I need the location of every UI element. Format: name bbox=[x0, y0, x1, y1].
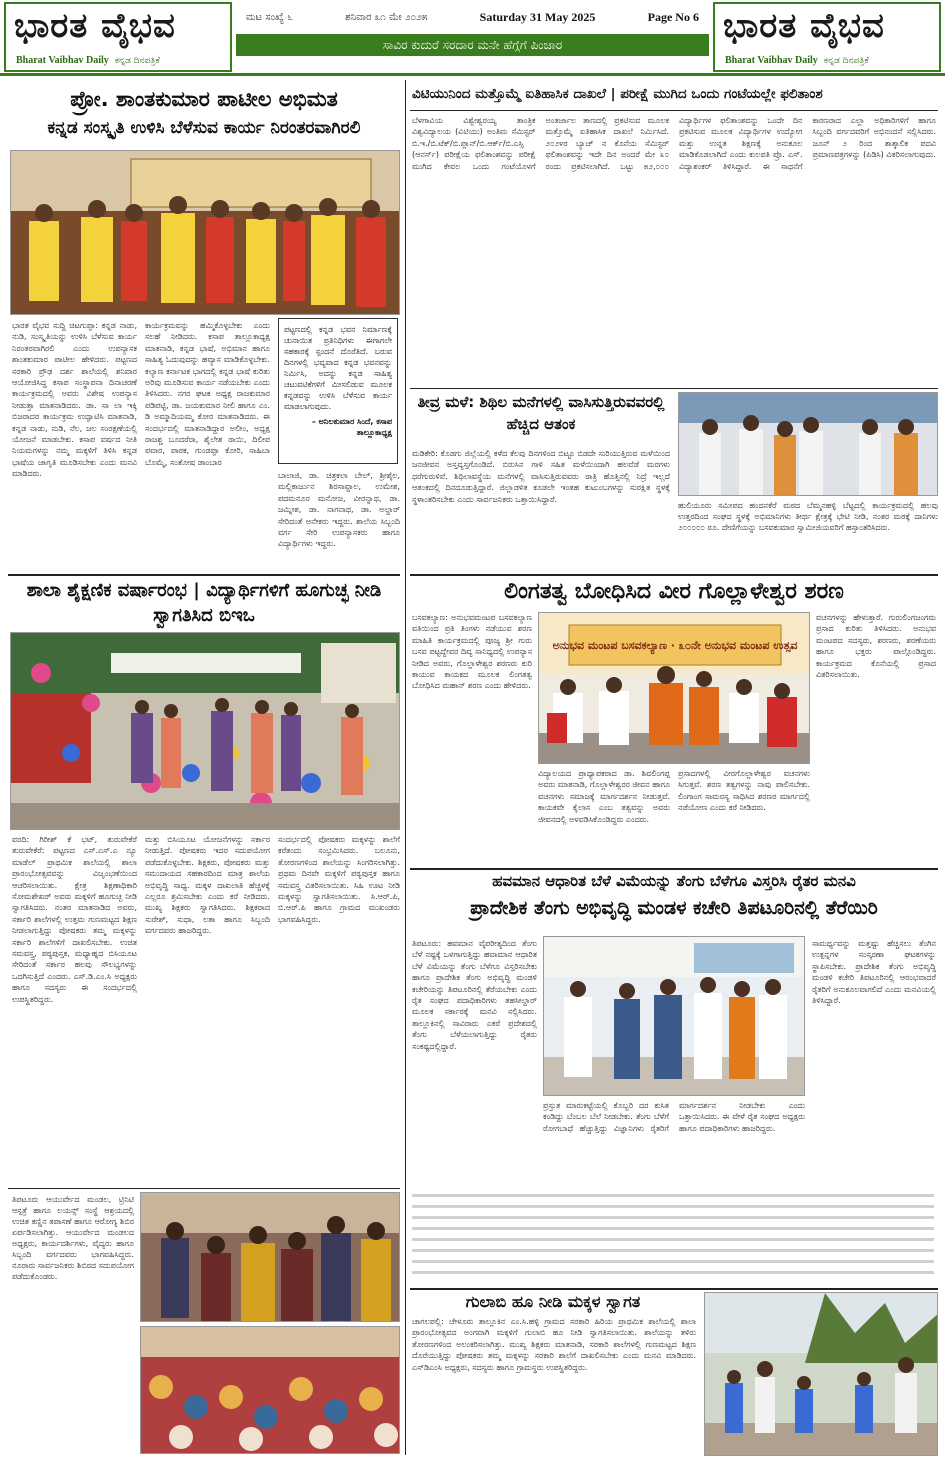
pull-quote-attribution: – ಅನಿಲಕುಮಾರ ಸಿಂದೆ, ಕಸಾಪ ತಾಲ್ಲೂಕಾಧ್ಯಕ್ಷ bbox=[311, 417, 392, 437]
article-headline: ಗುಲಾಬಿ ಹೂ ನೀಡಿ ಮಕ್ಕಳ ಸ್ವಾಗತ bbox=[465, 1292, 641, 1311]
article-body-col4: ಸಾಮರ್ಥ್ಯವನ್ನು ಮತ್ತಷ್ಟು ಹೆಚ್ಚಿಸಲು ತೆಂಗಿನ ಉತ್ಪನ್ನಗಳ ಸಂಸ್ಕರಣಾ ಘಟಕಗಳನ್ನು ಸ್ಥಾಪಿಸಬೇಕು. ಪ್ರಾದೇಶಿಕ ತೆಂಗು ಅಭಿವೃದ್ಧಿ ಮಂಡಳಿ ಕಚೇರಿ ತಿಪಟೂರಿನಲ್ಲಿ ಆರಂಭವಾದರೆ ರೈತರಿಗೆ ಅನುಕೂಲವಾಗಲಿದೆ ಎಂದು ಮನವಿಯಲ್ಲಿ ತಿಳಿಸಿದ್ದಾರೆ. bbox=[812, 939, 936, 1006]
photo-health-camp-1 bbox=[140, 1192, 400, 1322]
article-kicker: ಹವಮಾನ ಆಧಾರಿತ ಬೆಳೆ ವಿಮೆಯನ್ನು ತೆಂಗು ಬೆಳೆಗೂ ವಿಸ್ತರಿಸಿ ರೈತರ ಮನವಿ bbox=[492, 872, 856, 890]
pull-quote-text: ಪಟ್ಟಣದಲ್ಲಿ ಕನ್ನಡ ಭವನ ನಿರ್ಮಾಣಕ್ಕೆ ಚುನಾಯಿತ ಪ್ರತಿನಿಧಿಗಳು ಈಗಾಗಲೇ ಸಹಕಾರಕ್ಕೆ ಸ್ಪಂದನೆ ದೊರೆತಿದೆ. ಬರುವ ದಿನಗಳಲ್ಲಿ ಭವ್ಯವಾದ ಕನ್ನಡ ಭವನವನ್ನು ನಿರ್ಮಿಸಿ, ಅದನ್ನು ಕನ್ನಡ ಸಾಹಿತ್ಯ ಚಟುವಟಿಕೆಗಳಿಗೆ ಮೀಸಲಿಡುವ ಮೂಲಕ ಕನ್ನಡವನ್ನು ಉಳಿಸಿ ಬೆಳೆಸುವ ಕಾರ್ಯ ಮಾಡಲಾಗುವುದು. bbox=[284, 325, 392, 411]
health-camp-caption: ತಿಪಟೂರು ಆಯುರ್ವೇದ ಮಂಡಲ, ಟ್ರಿನಿಟಿ ಆಸ್ಪತ್ರೆ ಹಾಗೂ ಲಯನ್ಸ್ ಸಂಸ್ಥೆ ಆಶ್ರಯದಲ್ಲಿ ಉಚಿತ ಕಣ್ಣಿನ ತಪಾಸಣೆ ಹಾಗೂ ಆರೋಗ್ಯ ಶಿಬಿರ ಏರ್ಪಡಿಸಲಾಗಿತ್ತು. ಆಯುರ್ವೇದ ಮಂಡಲದ ಅಧ್ಯಕ್ಷರು, ಕಾರ್ಯದರ್ಶಿಗಳು, ವೈದ್ಯರು ಹಾಗೂ ಸಿಬ್ಬಂದಿ ವರ್ಗದವರು ಭಾಗವಹಿಸಿದ್ದರು. ನೂರಾರು ಸಾರ್ವಜನಿಕರು ಶಿಬಿರದ ಸದುಪಯೋಗ ಪಡೆದುಕೊಂಡರು. bbox=[12, 1195, 134, 1281]
brand-subtitle: ಕನ್ನಡ ದಿನಪತ್ರಿಕೆ bbox=[823, 56, 869, 66]
article-body-col1: ಬಸವಕಲ್ಯಾಣ: ಅನುಭವಮಂಟಪ ಬಸವಕಲ್ಯಾಣ ವತಿಯಿಂದ ಪ್ರತಿ ತಿಂಗಳು ನಡೆಯುವ ಶರಣ ಮಾಹಿತಿ ಕಾರ್ಯಕ್ರಮದಲ್ಲಿ ಪೂಜ್ಯ ಶ್ರೀ ಗುರು ಬಸವ ಪಟ್ಟದ್ದೇವರ ದಿವ್ಯ ಸಾನಿಧ್ಯದಲ್ಲಿ ಉಪನ್ಯಾಸ ನೀಡಿದ ಅವರು, ಗೊಲ್ಲಾಳೇಶ್ವರ ಶರಣರು ಕುರಿ ಕಾಯುವ ಕಾಯಕದ ಮೂಲಕ ಲಿಂಗತತ್ವ ಬೋಧಿಸಿದ ಮಹಾನ್ ಶರಣ ಎಂದು ಹೇಳಿದರು. bbox=[412, 613, 532, 691]
article-school-reopening bbox=[8, 578, 400, 628]
article-headline: ವಿಟಿಯುನಿಂದ ಮತ್ತೊಮ್ಮೆ ಐತಿಹಾಸಿಕ ದಾಖಲೆ | ಪರೀಕ್ಷೆ ಮುಗಿದ ಒಂದು ಗಂಟೆಯಲ್ಲೇ ಫಲಿತಾಂಶ bbox=[412, 86, 823, 102]
issue-number: ಮಟ ಸಂಖ್ಯೆ ೬ bbox=[246, 11, 293, 23]
article-body-col2: ಕಾರ್ಯಕ್ರಮವನ್ನು ಹಮ್ಮಿಕೊಳ್ಳಬೇಕು ಎಂದು ಸಲಹೆ ನೀಡಿದರು. ಕಸಾಪ ತಾಲ್ಲೂಕಾಧ್ಯಕ್ಷ ಮಾತನಾಡಿ, ಕನ್ನಡ ಭಾಷೆ, ಅಭಿಮಾನ ಹಾಗೂ ಸಾಹಿತ್ಯ ಓದುವುದನ್ನು ಹವ್ಯಾಸ ಮಾಡಿಕೊಳ್ಳಬೇಕು. ಕಲ್ಯಾಣ ಕರ್ನಾಟಕ ಭಾಗದಲ್ಲಿ ಕನ್ನಡ ಭಾಷೆ ಕುರಿತು ಅರಿವು ಮೂಡಿಸುವ ಕಾರ್ಯ ನಡೆಯಬೇಕು ಎಂದು ತಿಳಿಸಿದರು. ನಗರ ಘಟಕ ಅಧ್ಯಕ್ಷ ರಾಜಕುಮಾರ ಪಡಿಪಟ್ಟಿ, ಡಾ. ಜಯಕುಮಾರ ನೀಲಿ ಹಾಗೂ ಎಂ. ಡಿ ಅಮ್ಮಾದಿಯಮ್ಮ ಕೋರ ಮಾತನಾಡಿದರು. ಈ ಸಂದರ್ಭದಲ್ಲಿ ಮಾತನಾಡಿದ್ದಾರ ಅಲೀಂ, ಅಧ್ಯಕ್ಷ ರಾಜಶ್ಚ ಬೂದರೆರಾ, ಶೈಲೇಶ ರಾಯಿ, ದಿಲೀಪ ಪವಾರ, ಪಾಠಕ, ಗುಂಡಪ್ಪಾ ಕೋರಿ, ಸಾಹಿಬಾ ಬೊಮ್ಮೆ, ಸಂತೋಷ ಡಾಂಬಾರ bbox=[145, 321, 270, 467]
article-body: ಬೆಳಗಾವಿಯ ವಿಶ್ವೇಶ್ವರಯ್ಯ ತಾಂತ್ರಿಕ ವಿಶ್ವವಿದ್ಯಾಲಯ (ವಿಟಿಯು) ಅಂತಿಮ ಸೆಮಿಸ್ಟರ್ ಬಿ.ಇ./ಬಿ.ಟೆಕ್/ಬಿ.ಪ್ಲಾನ್/ಬಿ.ಆರ್ಕ್/ಬಿ.ಎಸ್ಸಿ (ಆನರ್ಸ್) ಪರೀಕ್ಷೆಯ ಫಲಿತಾಂಶವನ್ನು ಪರೀಕ್ಷೆ ಮುಗಿದ ಕೇವಲ ಒಂದು ಗಂಟೆಯೊಳಗೆ ಅಂತರ್ಜಾಲ ತಾಣದಲ್ಲಿ ಪ್ರಕಟಿಸುವ ಮೂಲಕ ಮತ್ತೊಮ್ಮೆ ಐತಿಹಾಸಿಕ ದಾಖಲೆ ನಿರ್ಮಿಸಿದೆ. ೨೦೨೪ರ ಬ್ಯಾಚ್ ನ ಕೊನೆಯ ಸೆಮಿಸ್ಟರ್ ಫಲಿತಾಂಶವನ್ನು ಇದೇ ದಿನ ಅಂದರೆ ಮೇ ೩೦ ರಂದು ಪ್ರಕಟಿಸಲಾಗಿದೆ. ಒಟ್ಟು ೫೨,೦೦೦ ವಿದ್ಯಾರ್ಥಿಗಳ ಫಲಿತಾಂಶವನ್ನು ಒಂದೇ ದಿನ ಪ್ರಕಟಿಸುವ ಮೂಲಕ ವಿದ್ಯಾರ್ಥಿಗಳ ಉದ್ಯೋಗ ಮತ್ತು ಉನ್ನತ ಶಿಕ್ಷಣಕ್ಕೆ ಅನುಕೂಲ ಮಾಡಿಕೊಡಲಾಗಿದೆ ಎಂದು ಕುಲಪತಿ ಪ್ರೊ. ಎಸ್. ವಿದ್ಯಾಶಂಕರ್ ತಿಳಿಸಿದ್ದಾರೆ. ಈ ಸಾಧನೆಗೆ ಕಾರಣರಾದ ಎಲ್ಲಾ ಅಧಿಕಾರಿಗಳಿಗೆ ಹಾಗೂ ಸಿಬ್ಬಂದಿ ವರ್ಗದವರಿಗೆ ಅಭಿನಂದನೆ ಸಲ್ಲಿಸಿದರು. ಜೂನ್ ೨ ರಿಂದ ತಾತ್ಕಾಲಿಕ ಪದವಿ ಪ್ರಮಾಣಪತ್ರಗಳನ್ನು (ಪಿಡಿಸಿ) ವಿತರಿಸಲಾಗುವುದು. bbox=[412, 116, 936, 171]
article-body-col3: ಬಾಲಾಜಿ, ಡಾ. ಚಿತ್ರಕಲಾ ಬೇಲ್, ಶ್ರೀಶೈಲ, ಮಲ್ಲಿಕಾರ್ಜುನ ಶಿರಸಾವ್ದಾಲ, ಉಮೇಶ, ಪದಮನೂರ ಮನೋಜ, ವೀರನ್ನಾಥ, ಡಾ. ಜಮ್ನೀಶ, ಡಾ. ನಾಗನಾಥ, ಡಾ. ಅಲ್ದಾರ್ ಸೇರಿದಂತೆ ಅನೇಕರು ಇದ್ದರು. ಶಾಲೆಯ ಸಿಬ್ಬಂದಿ ವರ್ಗ ಸೇರಿ ಉಪನ್ಯಾಸಕರು ಹಾಗೂ ವಿದ್ಯಾರ್ಥಿಗಳು ಇದ್ದರು. bbox=[278, 471, 400, 549]
photo-health-camp-2 bbox=[140, 1326, 400, 1454]
article-vtu-results bbox=[410, 82, 938, 107]
article-body-col2: ವಿದ್ಯಾಲಯದ ಪ್ರಾಧ್ಯಾಪಕರಾದ ಡಾ. ಶಿವಲಿಂಗಪ್ಪ ಅವರು ಮಾತನಾಡಿ, ಗೊಲ್ಲಾಳೇಶ್ವರರ ಜೀವನ ಹಾಗೂ ವಚನಗಳು ಸಮಾಜಕ್ಕೆ ಮಾರ್ಗದರ್ಶನ ನೀಡುತ್ತವೆ. ಕಾಯಕವೇ ಕೈಲಾಸ ಎಂಬ ತತ್ವವನ್ನು ಅವರು ಜೀವನದಲ್ಲಿ ಅಳವಡಿಸಿಕೊಂಡಿದ್ದರು ಎಂದರು. bbox=[538, 769, 670, 824]
article-body: ಮಡಿಕೇರಿ: ಕೊಡಗು ಜಿಲ್ಲೆಯಲ್ಲಿ ಕಳೆದ ಕೆಲವು ದಿನಗಳಿಂದ ಬಿಟ್ಟೂ ಬಿಡದೇ ಸುರಿಯುತ್ತಿರುವ ಮಳೆಯಿಂದ ಜನಜೀವನ ಅಸ್ತವ್ಯಸ್ತಗೊಂಡಿದೆ. ಬಿರುಸಿನ ಗಾಳಿ ಸಹಿತ ಮಳೆಯಿಂದಾಗಿ ಹಲವೆಡೆ ಮರಗಳು ಧರೆಗುರುಳಿವೆ. ಶಿಥಿಲಾವಸ್ಥೆಯ ಮನೆಗಳಲ್ಲಿ ವಾಸಿಸುತ್ತಿರುವವರು ರಾತ್ರಿ ಹೊತ್ತಿನಲ್ಲಿ ನಿದ್ರೆ ಇಲ್ಲದೆ ಆತಂಕದಲ್ಲಿ ದಿನದೂಡುತ್ತಿದ್ದಾರೆ. ಜಿಲ್ಲಾಡಳಿತ ಕೂಡಲೇ ಇಂತಹ ಕುಟುಂಬಗಳನ್ನು ಸುರಕ್ಷಿತ ಸ್ಥಳಕ್ಕೆ ಸ್ಥಳಾಂತರಿಸಬೇಕು ಎಂದು ಸಾರ್ವಜನಿಕರು ಒತ್ತಾಯಿಸಿದ್ದಾರೆ. bbox=[412, 449, 670, 504]
section-divider bbox=[410, 1288, 938, 1290]
article-body-col3: ಪ್ರಸಾದಗಳಲ್ಲಿ ವೀರಗೊಲ್ಲಾಳೇಶ್ವರ ವಚನಗಳು ಸಿಗುತ್ತವೆ. ಶರಣ ತತ್ವಗಳನ್ನು ನಾವು ಪಾಲಿಸಬೇಕು. ಲಿಂಗಾಂಗ ಸಾಮರಸ್ಯ ಸಾಧಿಸಿದ ಶರಣರ ಮಾರ್ಗದಲ್ಲಿ ನಡೆಯೋಣ ಎಂದು ಕರೆ ನೀಡಿದರು. bbox=[678, 769, 810, 813]
section-divider bbox=[410, 388, 938, 389]
pull-quote bbox=[278, 318, 398, 464]
photo-donation bbox=[678, 392, 938, 496]
brand-subtitle: ಕನ್ನಡ ದಿನಪತ್ರಿಕೆ bbox=[114, 56, 160, 66]
photo-kasapa-event bbox=[10, 150, 400, 315]
section-divider bbox=[410, 574, 938, 576]
donation-caption: ಹುಲಿಯೂರು ಸಮೀಪದ ಹಂದನಕೆರೆ ಮಠದ ಬೆಮ್ಮನಹಳ್ಳಿ ಬೆಟ್ಟದಲ್ಲಿ ಕಾರ್ಯಕ್ರಮದಲ್ಲಿ ಹಲವು ಉತ್ತರದಿಂದ ಸಂಘದ ಸ್ಥಳಕ್ಕೆ ಅಭಿಮಾನಿಗಳು ತೀರ್ಥ ಕ್ಷೇತ್ರಕ್ಕೆ ಭೇಟಿ ನೀಡಿ, ನಂತರ ಮಠಕ್ಕೆ ದಾನಿಗಳು ೨೦೦೦೦೦ ರೂ. ದೇಣಿಗೆಯನ್ನು ಬಸವಕುಮಾರ ಸ್ವಾಮೀಜಿಯವರಿಗೆ ಹಸ್ತಾಂತರಿಸಿದರು. bbox=[678, 501, 938, 532]
brand-logo-right bbox=[713, 2, 941, 72]
donation-photo-illustration bbox=[679, 393, 938, 496]
article-body-col1: ವರದಿ: ಗಿರೀಶ್ ಕೆ ಭಟ್, ತುರುವೇಕೆರೆ ತುರುವೇಕೆರೆ: ಪಟ್ಟಣದ ಎಸ್.ಎಸ್.ಎ ನ್ಯೂ ಮಾಡೆಲ್ ಪ್ರಾಥಮಿಕ ಶಾಲೆಯಲ್ಲಿ ಶಾಲಾ ಪ್ರಾರಂಭೋತ್ಸವವನ್ನು ವಿಜೃಂಭಣೆಯಿಂದ ಆಚರಿಸಲಾಯಿತು. ಕ್ಷೇತ್ರ ಶಿಕ್ಷಣಾಧಿಕಾರಿ ಸೋಮಶೇಖರ್ ಅವರು ಮಕ್ಕಳಿಗೆ ಹೂಗುಚ್ಛ ನೀಡಿ ಸ್ವಾಗತಿಸಿದರು. ನಂತರ ಮಾತನಾಡಿದ ಅವರು, ಸರ್ಕಾರಿ ಶಾಲೆಗಳಲ್ಲಿ ಉತ್ತಮ ಗುಣಮಟ್ಟದ ಶಿಕ್ಷಣ ನೀಡಲಾಗುತ್ತಿದ್ದು ಪೋಷಕರು ತಮ್ಮ ಮಕ್ಕಳನ್ನು ಸರ್ಕಾರಿ ಶಾಲೆಗಳಿಗೆ ದಾಖಲಿಸಬೇಕು. ಉಚಿತ ಸಮವಸ್ತ್ರ, ಪಠ್ಯಪುಸ್ತಕ, ಮಧ್ಯಾಹ್ನದ ಬಿಸಿಯೂಟ ಸೇರಿದಂತೆ ಸರ್ಕಾರ ಹಲವು ಸೌಲಭ್ಯಗಳನ್ನು ಒದಗಿಸುತ್ತಿದೆ ಎಂದರು. ಎಸ್.ಡಿ.ಎಂ.ಸಿ ಅಧ್ಯಕ್ಷರು ಹಾಗೂ ಸದಸ್ಯರು ಈ ಸಂದರ್ಭದಲ್ಲಿ ಉಪಸ್ಥಿತರಿದ್ದರು. bbox=[12, 835, 137, 1004]
article-body-col1: ತಿಪಟೂರು: ಹವಮಾನ ವೈಪರೀತ್ಯದಿಂದ ತೆಂಗು ಬೆಳೆ ನಷ್ಟಕ್ಕೆ ಒಳಗಾಗುತ್ತಿದ್ದು ಹವಾಮಾನ ಆಧಾರಿತ ಬೆಳೆ ವಿಮೆಯನ್ನು ತೆಂಗು ಬೆಳೆಗೂ ವಿಸ್ತರಿಸಬೇಕು ಹಾಗೂ ಪ್ರಾದೇಶಿಕ ತೆಂಗು ಅಭಿವೃದ್ಧಿ ಮಂಡಳಿ ಕಚೇರಿಯನ್ನು ತಿಪಟೂರಿನಲ್ಲಿ ತೆರೆಯಬೇಕು ಎಂದು ರೈತ ಸಂಘದ ಪದಾಧಿಕಾರಿಗಳು ತಹಸೀಲ್ದಾರ್ ಮೂಲಕ ಸರ್ಕಾರಕ್ಕೆ ಮನವಿ ಸಲ್ಲಿಸಿದರು. ತಾಲ್ಲೂಕಿನಲ್ಲಿ ಸಾವಿರಾರು ಎಕರೆ ಪ್ರದೇಶದಲ್ಲಿ ತೆಂಗು ಬೆಳೆಯಲಾಗುತ್ತಿದ್ದು ರೈತರು ಸಂಕಷ್ಟದಲ್ಲಿದ್ದಾರೆ. bbox=[412, 939, 537, 1051]
article-kicker: ಪ್ರೋ. ಶಾಂತಕುಮಾರ ಪಾಟೀಲ ಅಭಿಮತ bbox=[70, 87, 338, 111]
article-headline: ಲಿಂಗತತ್ವ ಬೋಧಿಸಿದ ವೀರ ಗೊಲ್ಲಾಳೇಶ್ವರ ಶರಣ bbox=[504, 579, 844, 604]
article-headline: ಪ್ರಾದೇಶಿಕ ತೆಂಗು ಅಭಿವೃದ್ಧಿ ಮಂಡಳ ಕಚೇರಿ ತಿಪಟೂರಿನಲ್ಲಿ ತೆರೆಯಿರಿ bbox=[470, 896, 878, 919]
column-divider bbox=[405, 80, 406, 1455]
article-body-col2: ಪ್ರಸ್ತುತ ಮಾರುಕಟ್ಟೆಯಲ್ಲಿ ಕೊಬ್ಬರಿ ದರ ಕುಸಿತ ಕಂಡಿದ್ದು ಬೆಂಬಲ ಬೆಲೆ ನೀಡಬೇಕು. ತೆಂಗು ಬೆಳೆಗೆ ರೋಗಬಾಧೆ ಹೆಚ್ಚುತ್ತಿದ್ದು ವಿಜ್ಞಾನಿಗಳು ರೈತರಿಗೆ ಮಾರ್ಗದರ್ಶನ ನೀಡಬೇಕು ಎಂದು ಒತ್ತಾಯಿಸಿದರು. ಈ ವೇಳೆ ರೈತ ಸಂಘದ ಅಧ್ಯಕ್ಷರು ಹಾಗೂ ಪದಾಧಿಕಾರಿಗಳು ಹಾಜರಿದ್ದರು. bbox=[543, 1101, 805, 1133]
article-headline: ಶಾಲಾ ಶೈಕ್ಷಣಿಕ ವರ್ಷಾರಂಭ | ವಿದ್ಯಾರ್ಥಿಗಳಿಗೆ ಹೂಗುಚ್ಛ ನೀಡಿ ಸ್ವಾಗತಿಸಿದ ಬಿಇಒ bbox=[26, 580, 382, 627]
tagline-banner: ಸಾವಿರ ಕುದುರೆ ಸರದಾರ ಮನೇ ಹೆಗ್ಗೆಗೆ ಪಿಂಜಾರ bbox=[236, 34, 709, 56]
dateline bbox=[236, 4, 709, 30]
school-photo-illustration bbox=[11, 633, 400, 830]
event-photo-illustration bbox=[11, 151, 400, 315]
brand-name-english: Bharat Vaibhav Daily bbox=[725, 55, 818, 66]
article-body-col2: ಮತ್ತು ಬಿಸಿಯೂಟ ಯೋಜನೆಗಳನ್ನು ಸರ್ಕಾರ ನೀಡುತ್ತಿದೆ. ಪೋಷಕರು ಇದರ ಸದುಪಯೋಗ ಪಡೆದುಕೊಳ್ಳಬೇಕು. ಶಿಕ್ಷಕರು, ಪೋಷಕರು ಮತ್ತು ಸಮುದಾಯದ ಸಹಕಾರದಿಂದ ಮಾತ್ರ ಶಾಲೆಯ ಅಭಿವೃದ್ಧಿ ಸಾಧ್ಯ. ಮಕ್ಕಳ ದಾಖಲಾತಿ ಹೆಚ್ಚಳಕ್ಕೆ ಎಲ್ಲರೂ ಶ್ರಮಿಸಬೇಕು ಎಂದು ಕರೆ ನೀಡಿದರು. ಮುಖ್ಯ ಶಿಕ್ಷಕರು ಸ್ವಾಗತಿಸಿದರು. ಶಿಕ್ಷಕರಾದ ಸುರೇಶ್, ಸುಧಾ, ಲತಾ ಹಾಗೂ ಸಿಬ್ಬಂದಿ ವರ್ಗದವರು ಹಾಜರಿದ್ದರು. bbox=[145, 835, 270, 936]
brand-logo-left bbox=[4, 2, 232, 72]
page-number: Page No 6 bbox=[647, 9, 699, 24]
text-continuation bbox=[412, 1194, 934, 1284]
article-kannada-culture bbox=[8, 82, 400, 140]
photo-school-welcome bbox=[10, 632, 400, 830]
headline-underline bbox=[410, 110, 938, 111]
school-gate-photo-illustration bbox=[705, 1293, 938, 1456]
article-rose-welcome bbox=[410, 1292, 696, 1312]
date-english: Saturday 31 May 2025 bbox=[479, 9, 596, 24]
stage-banner-text: ಅನುಭವ ಮಂಟಪ ಬಸವಕಲ್ಯಾಣ · ೩೦ನೇ ಅನುಭವ ಮಂಟಪ ಉತ್ಸವ bbox=[552, 639, 798, 652]
photo-memorandum bbox=[543, 936, 805, 1096]
article-body: ಚಾಗಲಪಲ್ಲಿ: ಚೇಳೂರು ತಾಲ್ಲೂಕಿನ ಎಂ.ಸಿ.ಹಳ್ಳಿ ಗ್ರಾಮದ ಸರಕಾರಿ ಹಿರಿಯ ಪ್ರಾಥಮಿಕ ಶಾಲೆಯಲ್ಲಿ ಶಾಲಾ ಪ್ರಾರಂಭೋತ್ಸವದ ಅಂಗವಾಗಿ ಮಕ್ಕಳಿಗೆ ಗುಲಾಬಿ ಹೂ ನೀಡಿ ಸ್ವಾಗತಿಸಲಾಯಿತು. ಶಾಲೆಯನ್ನು ತಳಿರು ತೋರಣಗಳಿಂದ ಅಲಂಕರಿಸಲಾಗಿತ್ತು. ಮುಖ್ಯ ಶಿಕ್ಷಕರು ಮಾತನಾಡಿ, ಸರಕಾರಿ ಶಾಲೆಗಳಲ್ಲಿ ಗುಣಮಟ್ಟದ ಶಿಕ್ಷಣ ದೊರೆಯುತ್ತಿದ್ದು ಪೋಷಕರು ತಮ್ಮ ಮಕ್ಕಳನ್ನು ಸರಕಾರಿ ಶಾಲೆಗೆ ದಾಖಲಿಸಬೇಕು ಎಂದು ಮನವಿ ಮಾಡಿದರು. ಎಸ್‌ಡಿಎಂಸಿ ಅಧ್ಯಕ್ಷರು, ಸದಸ್ಯರು ಹಾಗೂ ಗ್ರಾಮಸ್ಥರು ಉಪಸ್ಥಿತರಿದ್ದರು. bbox=[412, 1317, 696, 1372]
photo-rose-welcome bbox=[704, 1292, 938, 1456]
date-kannada: ಶನಿವಾರ ೩೧ ಮೇ ೨೦೨೫ bbox=[345, 11, 428, 23]
article-coconut-board bbox=[410, 872, 938, 921]
article-gollaleshwara bbox=[410, 578, 938, 606]
health-camp-photo-illustration bbox=[141, 1193, 400, 1322]
brand-name: ಭಾರತ ವೈಭವ bbox=[14, 6, 176, 46]
brand-name-english: Bharat Vaibhav Daily bbox=[16, 55, 109, 66]
article-body-col3: ಸಂದರ್ಭದಲ್ಲಿ ಪೋಷಕರು ಮಕ್ಕಳನ್ನು ಶಾಲೆಗೆ ಕರೆತಂದು ಸಂಭ್ರಮಿಸಿದರು. ಬಲೂನು, ತೋರಣಗಳಿಂದ ಶಾಲೆಯನ್ನು ಸಿಂಗರಿಸಲಾಗಿತ್ತು. ಪ್ರಥಮ ದಿನವೇ ಮಕ್ಕಳಿಗೆ ಪಠ್ಯಪುಸ್ತಕ ಹಾಗೂ ಸಮವಸ್ತ್ರ ವಿತರಿಸಲಾಯಿತು. ಸಿಹಿ ಊಟ ನೀಡಿ ಮಕ್ಕಳನ್ನು ಸ್ವಾಗತಿಸಲಾಯಿತು. ಸಿ.ಆರ್.ಪಿ, ಬಿ.ಆರ್.ಪಿ ಹಾಗೂ ಗ್ರಾಮದ ಮುಖಂಡರು ಭಾಗವಹಿಸಿದ್ದರು. bbox=[278, 835, 400, 924]
section-divider bbox=[8, 1188, 400, 1189]
section-divider bbox=[410, 868, 938, 870]
section-divider bbox=[8, 574, 400, 576]
stage-photo-illustration bbox=[539, 613, 810, 764]
crowd-photo-illustration bbox=[141, 1327, 400, 1454]
article-heavy-rain bbox=[410, 392, 672, 436]
article-body-col1: ಭಾರತ ವೈಭವ ಸುದ್ದಿ ಚಿಟಗುಪ್ಪಾ: ಕನ್ನಡ ನಾಡು, ನುಡಿ, ಸಂಸ್ಕೃತಿಯನ್ನು ಉಳಿಸಿ ಬೆಳೆಸುವ ಕಾರ್ಯ ನಿರಂತರವಾಗಿರಲಿ ಎಂದು ಉಪನ್ಯಾಸಕ ಶಾಂತಕುಮಾರ ಪಾಟೀಲ ಹೇಳಿದರು. ಪಟ್ಟಣದ ಸರಕಾರಿ ಪ್ರೌಢ ದರ್ಶ ಶಾಲೆಯಲ್ಲಿ ಶನಿವಾರ ಆಯೋಜಿಸಿದ್ದ ಕಸಾಪ ಸಂಸ್ಥಾಪನಾ ದಿನಾಚರಣೆ ಕಾರ್ಯಕ್ರಮದಲ್ಲಿ ಅವರು ವಿಶೇಷ ಉಪನ್ಯಾಸ ನೀಡುತ್ತಾ ಮಾತನಾಡಿದರು. ಡಾ. ಸಾ ಲಾ ಇಕ್ಕಿ ಬಿಜರಾದರ ಕಾರ್ಯಕ್ರಮ ಉದ್ಘಾಟಿಸಿ ಮಾತನಾಡಿ, ಕನ್ನಡ ನಾಡು, ನುಡಿ, ನೆಲ, ಜಲ ಸಂರಕ್ಷಣೆಯಲ್ಲಿ ಯೋಜನೆ ಮಾಡಬೇಕು. ಕಸಾಪ ವರ್ಷದ ನೀತಿ ನಿಯಮಗಳನ್ನು ನಮ್ಮ ಮಕ್ಕಳಿಗೆ ತಿಳಿಸಿ ಕನ್ನಡ ಭಾಷೆಯ ಜಾಗೃತಿ ಮೂಡಿಸಬೇಕು ಎಂದು ಮನವಿ ಮಾಡಿದರು. bbox=[12, 321, 137, 479]
article-body-col4: ವಚನಗಳನ್ನು ಹೇಳುತ್ತಾರೆ. ಗುರುಲಿಂಗಜಂಗಮ ಪ್ರಸಾದ ಕುರಿತು ತಿಳಿಸಿದರು. ಅನುಭವ ಮಂಟಪದ ಸದಸ್ಯರು, ಶರಣರು, ಶರಣೆಯರು ಹಾಗೂ ಭಕ್ತರು ಪಾಲ್ಗೊಂಡಿದ್ದರು. ಕಾರ್ಯಕ್ರಮದ ಕೊನೆಯಲ್ಲಿ ಪ್ರಸಾದ ವಿತರಿಸಲಾಯಿತು. bbox=[816, 613, 936, 680]
photo-anubhava-mantapa bbox=[538, 612, 810, 764]
masthead bbox=[0, 0, 945, 76]
brand-name: ಭಾರತ ವೈಭವ bbox=[723, 6, 885, 46]
article-headline: ತೀವ್ರ ಮಳೆ: ಶಿಥಿಲ ಮನೆಗಳಲ್ಲಿ ವಾಸಿಸುತ್ತಿರುವವರಲ್ಲಿ ಹೆಚ್ಚಿದ ಆತಂಕ bbox=[417, 393, 665, 433]
article-headline: ಕನ್ನಡ ಸಂಸ್ಕೃತಿ ಉಳಿಸಿ ಬೆಳೆಸುವ ಕಾರ್ಯ ನಿರಂತರವಾಗಿರಲಿ bbox=[47, 118, 361, 139]
office-photo-illustration bbox=[544, 937, 805, 1096]
